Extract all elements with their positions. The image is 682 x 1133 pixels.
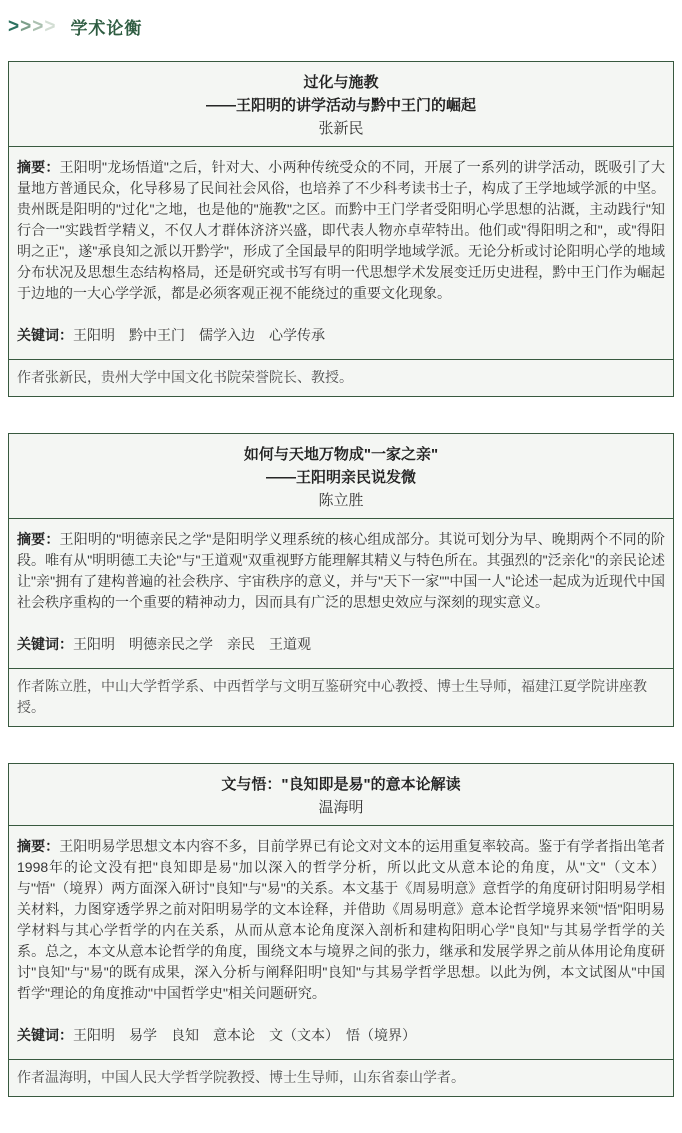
keywords-text: 王阳明 易学 良知 意本论 文（文本） 悟（境界）	[73, 1027, 416, 1043]
paper-title-block	[9, 764, 673, 826]
paper-body	[9, 826, 673, 1060]
page-title: 学术论衡	[70, 19, 143, 38]
paper-card	[8, 433, 674, 727]
abstract-text: 王阳明易学思想文本内容不多，目前学界已有论文对文本的运用重复率较高。鉴于有学者指出笔者1998年的论文没有把"良知即是易"加以深入的哲学分析，所以此文从意本论的角度，从"文"（文本）与"悟"（境界）两方面深入研讨"良知"与"易"的关系。本文基于《周易明意》意哲学的角度研讨阳明易学相关材料，力图穿透学界之前对阳明易学的文本诠释，并借助《周易明意》意本论哲学境界来领"悟"阳明易学材料与其心学哲学的内在关系，从而从意本论角度深入剖析和建构阳明心学"良知"与其易学哲学的关系。总之，本文从意本论哲学的角度，围绕文本与境界之间的张力，继承和发展学界之前从体用论角度研讨"良知"与"易"的既有成果，深入分析与阐释阳明"良知"与其易学哲学思想。以此为例，本文试图从"中国哲学"理论的角度推动"中国哲学史"相关问题研究。	[17, 838, 666, 1001]
paper-title-line2: ——王阳明的讲学活动与黔中王门的崛起	[205, 97, 476, 114]
chevrons-icon	[8, 17, 56, 36]
chevron-right-icon: >	[8, 15, 21, 38]
paper-title-block	[9, 434, 673, 519]
abstract-text: 王阳明的"明德亲民之学"是阳明学义理系统的核心组成部分。其说可划分为早、晚期两个不同的阶段。唯有从"明明德工夫论"与"王道观"双重视野方能理解其精义与特色所在。其强烈的"泛亲化"的亲民论述让"亲"拥有了建构普遍的社会秩序、宇宙秩序的意义，并与"天下一家""中国一人"论述一起成为近现代中国社会秩序重构的一个重要的精神动力，因而具有广泛的思想史效应与深刻的现实意义。	[17, 531, 666, 610]
keywords-label: 关键词：	[17, 636, 73, 652]
keywords-label: 关键词：	[17, 1027, 73, 1043]
author-affiliation-note: 作者温海明，中国人民大学哲学院教授、博士生导师，山东省泰山学者。	[17, 1069, 465, 1085]
paper-title-line2: ——王阳明亲民说发微	[265, 469, 416, 486]
paper-body	[9, 147, 673, 360]
abstract-paragraph	[17, 529, 665, 613]
paper-card	[8, 763, 674, 1097]
paper-body	[9, 519, 673, 669]
keywords-text: 王阳明 黔中王门 儒学入边 心学传承	[73, 327, 325, 343]
paper-author-name: 张新民	[318, 120, 364, 137]
chevron-right-icon: >	[20, 15, 33, 38]
keywords-text: 王阳明 明德亲民之学 亲民 王道观	[73, 636, 311, 652]
paper-author-name: 陈立胜	[318, 492, 364, 509]
paper-title-line1: 过化与施教	[303, 74, 379, 91]
abstract-text: 王阳明"龙场悟道"之后，针对大、小两种传统受众的不同，开展了一系列的讲学活动，既吸引了大量地方普通民众，化导移易了民间社会风俗，也培养了不少科考读书士子，构成了王学地域学派的中坚。贵州既是阳明的"过化"之地，也是他的"施教"之区。而黔中王门学者受阳明心学思想的沾溉，主动践行"知行合一"实践哲学精义，不仅人才群体济济兴盛，即代表人物亦卓荦特出。他们或"得阳明之和"，或"得阳明之正"，遂"承良知之派以开黔学"，形成了全国最早的阳明学地域学派。无论分析或讨论阳明心学的地域分布状况及思想生态结构格局，还是研究或书写有明一代思想学术发展变迁历史进程，黔中王门作为崛起于边地的一大心学学派，都是必须客观正视不能绕过的重要文化现象。	[17, 159, 666, 301]
keywords-line	[17, 634, 665, 655]
paper-title-line1: 文与悟："良知即是易"的意本论解读	[221, 776, 461, 793]
author-affiliation-note: 作者陈立胜，中山大学哲学系、中西哲学与文明互鉴研究中心教授、博士生导师，福建江夏学院讲座教授。	[17, 678, 647, 715]
author-affiliation-note: 作者张新民，贵州大学中国文化书院荣誉院长、教授。	[17, 369, 353, 385]
chevron-right-icon: >	[32, 15, 45, 38]
abstract-paragraph	[17, 157, 665, 304]
abstract-label: 摘要：	[17, 159, 60, 175]
section-header	[8, 14, 674, 39]
paper-title-line1: 如何与天地万物成"一家之亲"	[243, 446, 439, 463]
paper-author-name: 温海明	[318, 799, 364, 816]
paper-card	[8, 61, 674, 397]
chevron-right-icon: >	[44, 15, 57, 38]
paper-title-block	[9, 62, 673, 147]
abstract-label: 摘要：	[17, 838, 60, 854]
keywords-line	[17, 325, 665, 346]
abstract-paragraph	[17, 836, 665, 1004]
abstract-label: 摘要：	[17, 531, 60, 547]
keywords-label: 关键词：	[17, 327, 73, 343]
keywords-line	[17, 1025, 665, 1046]
